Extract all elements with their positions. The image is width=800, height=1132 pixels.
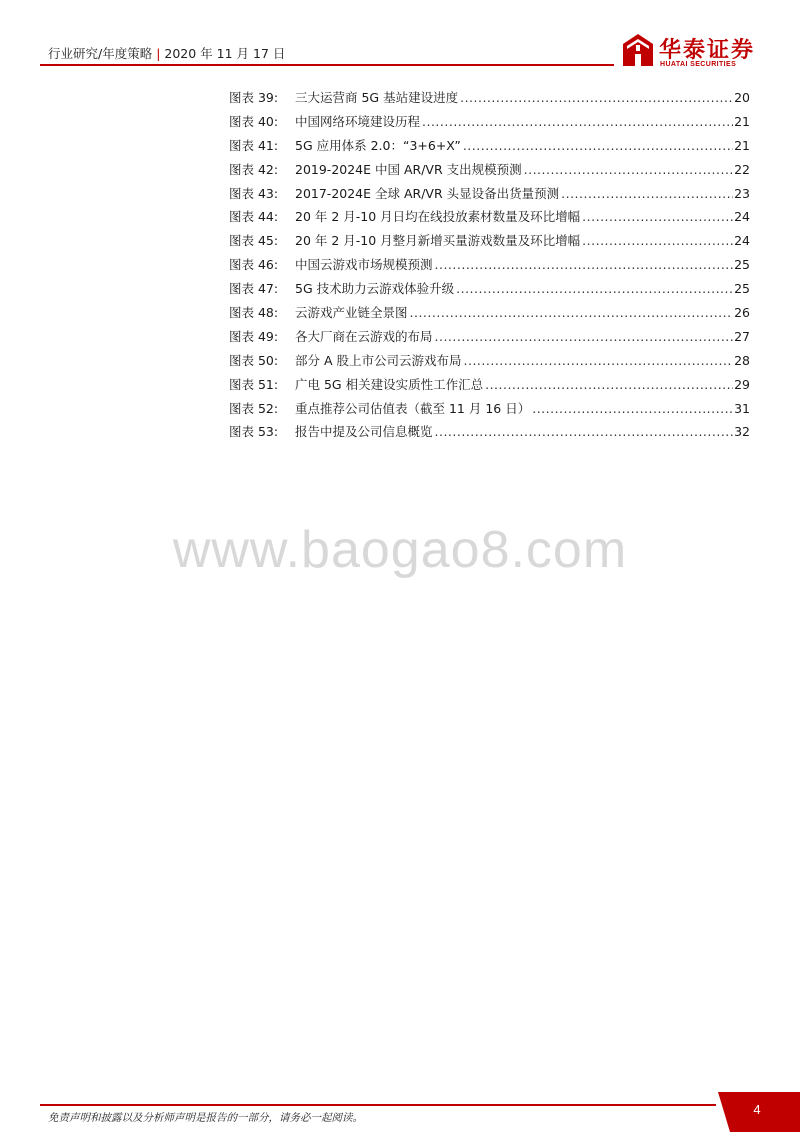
toc-entry-label: 图表 39: bbox=[229, 90, 279, 105]
huatai-logo-icon bbox=[623, 34, 653, 66]
toc-entry-label: 图表 45: bbox=[229, 233, 279, 249]
toc-entry-label: 图表 43: bbox=[229, 185, 279, 201]
toc-entry[interactable] bbox=[229, 327, 750, 351]
toc-entry[interactable] bbox=[229, 112, 750, 136]
toc-entry-page: 31 bbox=[734, 400, 750, 416]
toc-entry-page: 21 bbox=[734, 113, 750, 129]
toc-entry-title: 云游戏产业链全景图 bbox=[295, 305, 408, 321]
footer-disclaimer: 免责声明和披露以及分析师声明是报告的一部分，请务必一起阅读。 bbox=[48, 1112, 363, 1124]
toc-entry-page: 26 bbox=[734, 305, 750, 321]
toc-entry-label: 图表 51: bbox=[229, 376, 279, 392]
toc-entry-page: 29 bbox=[734, 376, 750, 392]
toc-entry-title: 20 年 2 月-10 月整月新增买量游戏数量及环比增幅 bbox=[295, 233, 581, 249]
toc-entry-title: 2017-2024E 全球 AR/VR 头显设备出货量预测 bbox=[295, 185, 560, 201]
toc-entry-title: 中国网络环境建设历程 bbox=[295, 113, 421, 129]
toc-entry-label: 图表 52: bbox=[229, 400, 279, 416]
toc-entry[interactable] bbox=[229, 255, 750, 279]
logo-name-cn: 华泰证券 bbox=[659, 38, 756, 63]
toc-leader-dots bbox=[582, 233, 733, 248]
toc-entry-page: 23 bbox=[734, 185, 750, 201]
toc-entry-page: 32 bbox=[734, 424, 750, 440]
toc-entry[interactable] bbox=[229, 303, 750, 327]
toc-leader-dots bbox=[422, 114, 733, 129]
toc-entry-title: 广电 5G 相关建设实质性工作汇总 bbox=[295, 376, 484, 392]
toc-entry-page: 24 bbox=[734, 209, 750, 225]
toc-entry-page: 25 bbox=[734, 257, 750, 273]
toc-leader-dots bbox=[464, 353, 734, 368]
logo-name-en: HUATAI SECURITIES bbox=[660, 61, 737, 68]
toc-entry-title: 中国云游戏市场规模预测 bbox=[295, 257, 433, 273]
toc-entry-title: 部分 A 股上市公司云游戏布局 bbox=[295, 352, 462, 368]
toc-entry-page: 21 bbox=[734, 137, 750, 153]
toc-entry[interactable] bbox=[229, 88, 750, 112]
figure-index bbox=[229, 88, 750, 446]
toc-leader-dots bbox=[561, 186, 733, 201]
toc-entry-title: 重点推荐公司估值表（截至 11 月 16 日） bbox=[295, 400, 531, 416]
page-header bbox=[48, 44, 285, 62]
toc-entry-label: 图表 50: bbox=[229, 352, 279, 368]
toc-entry-title: 2019-2024E 中国 AR/VR 支出规模预测 bbox=[295, 161, 522, 177]
toc-entry-label: 图表 49: bbox=[229, 328, 279, 344]
toc-entry-title: 三大运营商 5G 基站建设进度 bbox=[295, 90, 459, 105]
toc-entry-page: 25 bbox=[734, 281, 750, 297]
toc-entry[interactable] bbox=[229, 279, 750, 303]
toc-entry-label: 图表 47: bbox=[229, 281, 279, 297]
toc-entry-label: 图表 46: bbox=[229, 257, 279, 273]
header-divider bbox=[40, 64, 614, 66]
footer-divider bbox=[40, 1104, 716, 1106]
toc-leader-dots bbox=[435, 424, 734, 439]
toc-entry-label: 图表 40: bbox=[229, 113, 279, 129]
toc-entry[interactable] bbox=[229, 422, 750, 446]
toc-entry-label: 图表 48: bbox=[229, 305, 279, 321]
toc-entry[interactable] bbox=[229, 375, 750, 399]
watermark: www.baogao8.com bbox=[172, 521, 628, 579]
toc-leader-dots bbox=[582, 209, 733, 224]
toc-leader-dots bbox=[410, 305, 734, 320]
header-separator: | bbox=[156, 46, 161, 61]
toc-leader-dots bbox=[463, 138, 733, 153]
toc-entry-label: 图表 42: bbox=[229, 161, 279, 177]
toc-entry[interactable] bbox=[229, 351, 750, 375]
toc-entry-title: 5G 应用体系 2.0：“3+6+X” bbox=[295, 137, 461, 153]
toc-entry-label: 图表 44: bbox=[229, 209, 279, 225]
toc-entry[interactable] bbox=[229, 160, 750, 184]
toc-entry-title: 报告中提及公司信息概览 bbox=[295, 424, 433, 440]
page-number-badge bbox=[712, 1092, 800, 1132]
toc-leader-dots bbox=[485, 377, 733, 392]
toc-leader-dots bbox=[435, 329, 734, 344]
toc-entry-page: 22 bbox=[734, 161, 750, 177]
toc-entry[interactable] bbox=[229, 184, 750, 208]
toc-entry-title: 5G 技术助力云游戏体验升级 bbox=[295, 281, 455, 297]
toc-leader-dots bbox=[435, 257, 734, 272]
toc-leader-dots bbox=[460, 90, 733, 105]
header-category: 行业研究/年度策略 bbox=[48, 46, 153, 61]
toc-entry-label: 图表 41: bbox=[229, 137, 279, 153]
toc-leader-dots bbox=[456, 281, 733, 296]
toc-entry-label: 图表 53: bbox=[229, 424, 279, 440]
toc-entry-page: 20 bbox=[734, 90, 750, 105]
toc-entry[interactable] bbox=[229, 207, 750, 231]
toc-entry[interactable] bbox=[229, 231, 750, 255]
toc-entry[interactable] bbox=[229, 399, 750, 423]
toc-entry-page: 24 bbox=[734, 233, 750, 249]
huatai-logo bbox=[623, 30, 763, 74]
header-date: 2020 年 11 月 17 日 bbox=[164, 46, 286, 61]
toc-entry-title: 20 年 2 月-10 月日均在线投放素材数量及环比增幅 bbox=[295, 209, 581, 225]
toc-entry-title: 各大厂商在云游戏的布局 bbox=[295, 328, 433, 344]
toc-entry-page: 27 bbox=[734, 328, 750, 344]
toc-entry[interactable] bbox=[229, 136, 750, 160]
page-number: 4 bbox=[753, 1102, 761, 1117]
toc-leader-dots bbox=[532, 401, 733, 416]
toc-entry-page: 28 bbox=[734, 352, 750, 368]
toc-leader-dots bbox=[524, 162, 733, 177]
